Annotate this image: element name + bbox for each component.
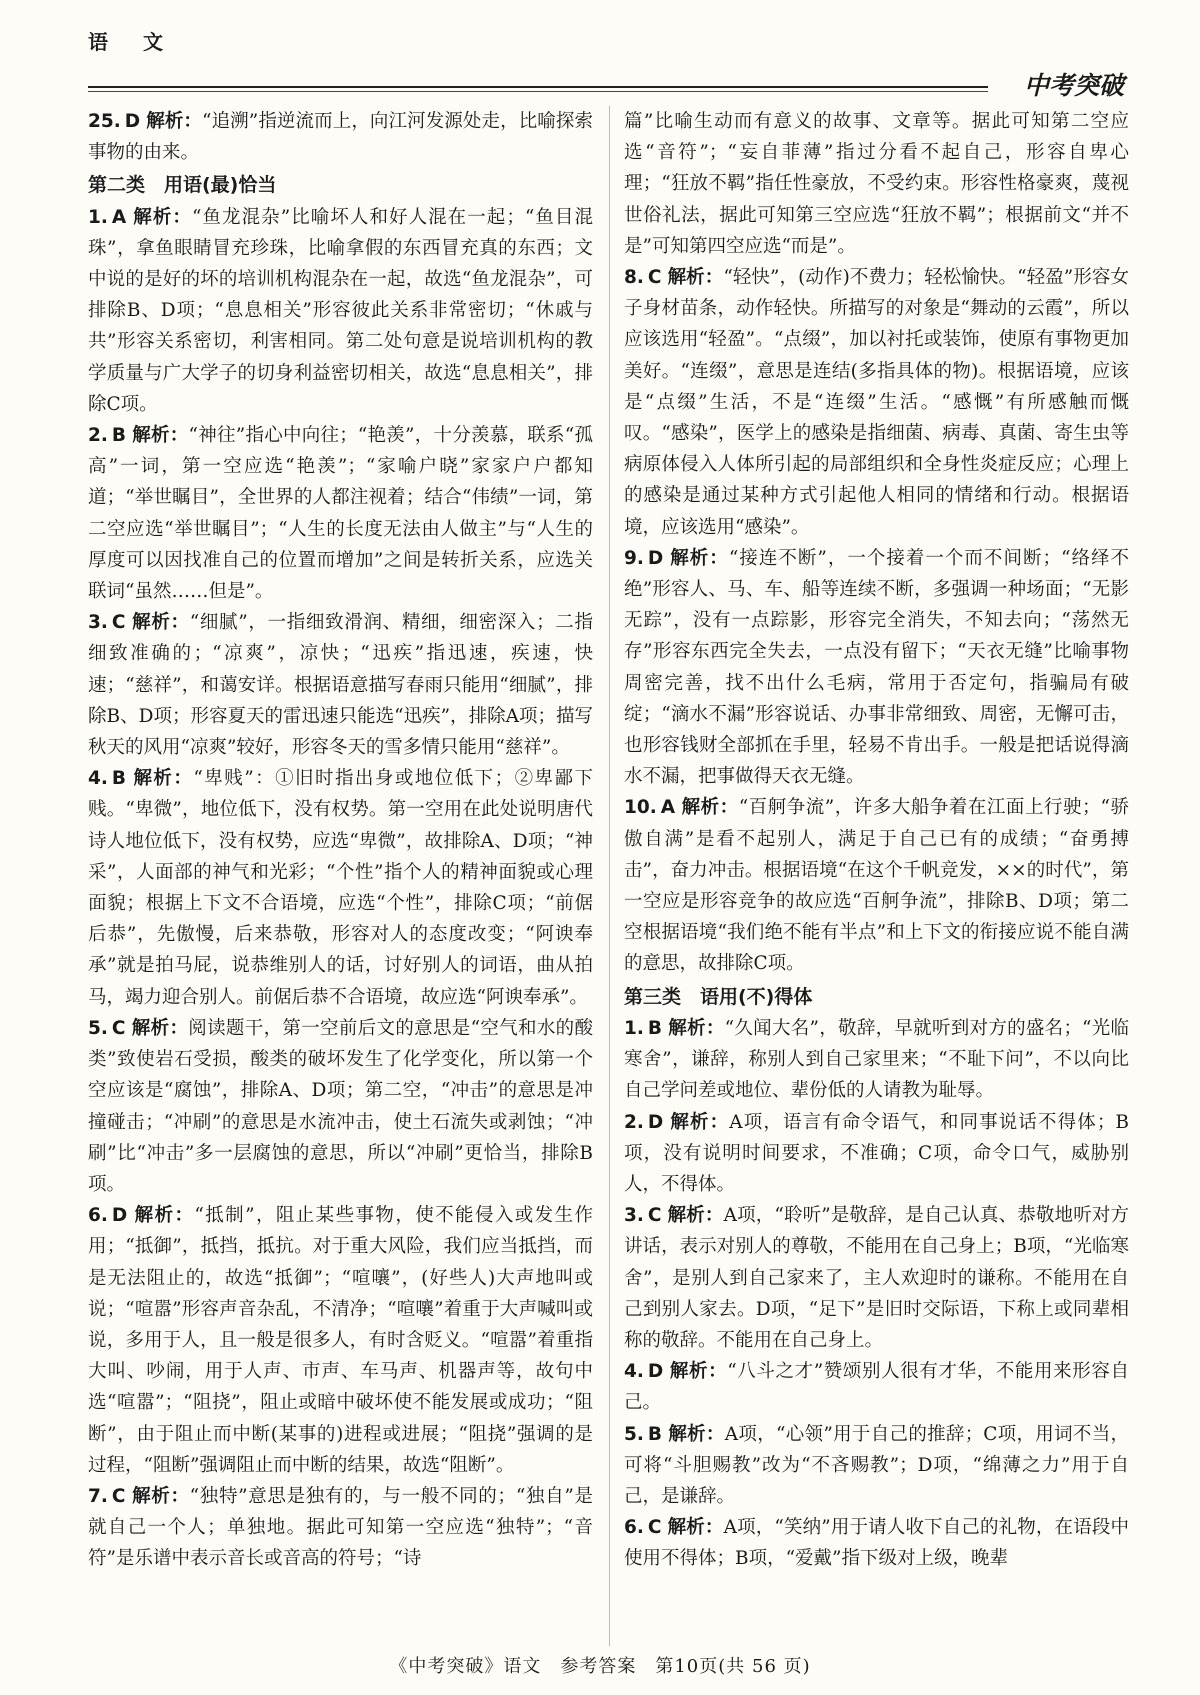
answer-choice: D <box>111 1205 128 1227</box>
page-header <box>88 20 1124 100</box>
subject-label: 语 文 <box>88 30 177 54</box>
analysis-text: A项，语言有命令语气，和同事说话不得体；B项，没有说明时间要求，不准确；C项，命令口气，威胁别人，不得体。 <box>624 1111 1129 1195</box>
question-number: 9. <box>624 547 644 569</box>
analysis-label: 解析： <box>667 1205 724 1227</box>
answer-choice: B <box>647 1017 663 1039</box>
answer-item <box>624 1013 1129 1107</box>
answer-item <box>88 1013 593 1200</box>
answer-item <box>88 106 593 168</box>
analysis-text: “卑贱”：①旧时指出身或地位低下；②卑鄙下贱。“卑微”，地位低下，没有权势。第一空用在此处说明唐代诗人地位低下，没有权势，应选“卑微”，故排除A、D项；“神采”，人面部的神气和光彩；“个性”指个人的精神面貌或心理面貌；根据上下文不合语境，应选“个性”，排除C项；“前倨后恭”，先傲慢，后来恭敬，形容对人的态度改变；“阿谀奉承”就是拍马屁，说恭维别人的话，讨好别人的词语，曲从拍马，竭力迎合别人。前倨后恭不合语境，故应选“阿谀奉承”。 <box>88 768 593 1008</box>
analysis-text: “抵制”，阻止某些事物，使不能侵入或发生作用；“抵御”，抵挡，抵抗。对于重大风险，我们应当抵挡，而是无法阻止的，故选“抵御”；“喧嚷”，(好些人)大声地叫或说；“喧嚣”形容声音杂乱，不清净；“喧嚷”着重于大声喊叫或说，多用于人，且一般是很多人，有时含贬义。“喧嚣”着重指大叫、吵闹，用于人声、市声、车马声、机器声等，故句中选“喧嚣”；“阻挠”，阻止或暗中破坏使不能发展或成功；“阻断”，由于阻止而中断(某事的)进程或进展；“阻挠”强调的是过程，“阻断”强调阻止而中断的结果，故选“阻断”。 <box>88 1205 593 1476</box>
analysis-label: 解析： <box>667 267 724 289</box>
analysis-label: 解析： <box>669 1361 728 1383</box>
answer-item <box>624 1200 1129 1356</box>
question-number: 4. <box>88 768 108 790</box>
answer-choice: D <box>647 1111 664 1133</box>
answer-item <box>624 1107 1129 1201</box>
answer-choice: C <box>647 1517 662 1539</box>
analysis-text: “轻快”，(动作)不费力；轻松愉快。“轻盈”形容女子身材苗条，动作轻快。所描写的对象是“舞动的云霞”，所以应该选用“轻盈”。“点缀”，加以衬托或装饰，使原有事物更加美好。“连缀”，意思是连结(多指具体的物)。根据语境，应该是“点缀”生活，不是“连缀”生活。“感慨”有所感触而慨叹。“感染”，医学上的感染是指细菌、病毒、真菌、寄生虫等病原体侵入人体所引起的局部组织和全身性炎症反应；心理上的感染是通过某种方式引起他人相同的情绪和行动。根据语境，应该选用“感染”。 <box>624 267 1129 538</box>
section-heading: 第二类 用语(最)恰当 <box>88 174 277 197</box>
question-number: 6. <box>88 1205 108 1227</box>
answer-choice: D <box>647 547 664 569</box>
answer-item <box>624 792 1129 979</box>
question-number: 10. <box>624 797 657 819</box>
left-column <box>88 106 593 1575</box>
analysis-label: 解析： <box>132 206 192 228</box>
answer-choice: D <box>647 1361 664 1383</box>
question-number: 4. <box>624 1361 644 1383</box>
question-number: 25. <box>88 111 121 132</box>
analysis-label: 解析： <box>668 1423 725 1445</box>
analysis-text: 阅读题干，第一空前后文的意思是“空气和水的酸类”致使岩石受损，酸类的破坏发生了化学变化，所以第一个空应该是“腐蚀”，排除A、D项；第二空，“冲击”的意思是冲撞碰击；“冲刷”的意思是水流冲击，使土石流失或剥蚀；“冲刷”比“冲击”多一层腐蚀的意思，所以“冲刷”更恰当，排除B项。 <box>88 1017 593 1195</box>
answer-choice: C <box>111 1017 126 1039</box>
analysis-text: “独特”意思是独有的，与一般不同的；“独自”是就自己一个人；单独地。据此可知第一空应选“独特”；“音符”是乐谱中表示音长或音高的符号；“诗 <box>88 1485 593 1570</box>
analysis-label: 解析： <box>132 425 189 447</box>
answer-continuation: 篇”比喻生动而有意义的故事、文章等。据此可知第二空应选“音符”；“妄自菲薄”指过分看不起自己，形容自卑心理；“狂放不羁”指任性豪放，不受约束。形容性格豪爽，蔑视世俗礼法，据此可知第三空应选“狂放不羁”；根据前文“并不是”可知第四空应选“而是”。 <box>624 111 1129 257</box>
analysis-text: A项，“聆听”是敬辞，是自己认真、恭敬地听对方讲话，表示对别人的尊敬，不能用在自己身上；B项，“光临寒舍”，是别人到自己家来了，主人欢迎时的谦称。不能用在自己到别人家去。D项，“足下”是旧时交际语，下称上或同辈相称的敬辞。不能用在自己身上。 <box>624 1205 1129 1351</box>
analysis-text: “接连不断”，一个接着一个而不间断；“络绎不绝”形容人、马、车、船等连续不断，多强调一种场面；“无影无踪”，没有一点踪影，形容完全消失，不知去向；“荡然无存”形容东西完全失去，一点没有留下；“天衣无缝”比喻事物周密完善，找不出什么毛病，常用于否定句，指骗局有破绽；“滴水不漏”形容说话、办事非常细致、周密，无懈可击，也形容钱财全部抓在手里，轻易不肯出手。一般是把话说得滴水不漏，把事做得天衣无缝。 <box>624 547 1129 788</box>
section-heading: 第三类 语用(不)得体 <box>624 985 813 1008</box>
analysis-text: “追溯”指逆流而上，向江河发源处走，比喻探索事物的由来。 <box>88 111 593 164</box>
question-number: 6. <box>624 1517 644 1539</box>
answer-item <box>88 1200 593 1481</box>
answer-choice: B <box>647 1423 663 1445</box>
question-number: 5. <box>624 1423 644 1445</box>
question-number: 3. <box>624 1205 644 1227</box>
question-number: 1. <box>624 1017 644 1039</box>
answer-item <box>88 607 593 763</box>
right-column <box>624 106 1129 1575</box>
analysis-text: “神往”指心中向往；“艳羡”，十分羡慕，联系“孤高”一词，第一空应选“艳羡”；“家喻户晓”家家户户都知道；“举世瞩目”，全世界的人都注视着；结合“伟绩”一词，第二空应选“举世瞩目”；“人生的长度无法由人做主”与“人生的厚度可以因找准自己的位置而增加”之间是转折关系，应选关联词“虽然……但是”。 <box>88 425 593 603</box>
answer-item <box>624 262 1129 543</box>
answer-item <box>88 763 593 1013</box>
answer-item <box>624 1419 1129 1513</box>
answer-choice: A <box>660 797 676 819</box>
analysis-label: 解析： <box>132 768 194 790</box>
answer-choice: B <box>111 768 127 790</box>
analysis-text: “八斗之才”赞颂别人很有才华，不能用来形容自己。 <box>624 1361 1129 1414</box>
answer-item <box>88 420 593 607</box>
analysis-text: “久闻大名”，敬辞，早就听到对方的盛名；“光临寒舍”，谦辞，称别人到自己家里来；“不耻下问”，不以向比自己学问差或地位、辈份低的人请教为耻辱。 <box>624 1017 1129 1102</box>
answer-item <box>624 1356 1129 1418</box>
question-number: 1. <box>88 206 108 228</box>
question-number: 5. <box>88 1017 108 1039</box>
brand-title: 中考突破 <box>1023 71 1124 100</box>
analysis-label: 解析： <box>667 1517 724 1539</box>
question-number: 2. <box>624 1111 644 1133</box>
answer-choice: B <box>111 425 127 447</box>
analysis-label: 解析： <box>131 612 190 634</box>
answer-item <box>624 1512 1129 1574</box>
answer-choice: C <box>111 1485 126 1507</box>
analysis-label: 解析： <box>131 1017 189 1039</box>
answer-choice: D <box>124 111 141 132</box>
analysis-text: A项，“心领”用于自己的推辞；C项，用词不当，可将“斗胆赐教”改为“不吝赐教”；D项，“绵薄之力”用于自己，是谦辞。 <box>624 1423 1129 1507</box>
answer-item <box>88 1481 593 1575</box>
column-divider <box>609 106 610 1646</box>
answer-choice: C <box>111 612 126 634</box>
analysis-text: A项，“笑纳”用于请人收下自己的礼物，在语段中使用不得体；B项，“爱戴”指下级对上级，晚辈 <box>624 1517 1129 1570</box>
analysis-label: 解析： <box>669 547 729 569</box>
answer-item <box>624 543 1129 793</box>
answer-choice: A <box>111 206 127 228</box>
analysis-label: 解析： <box>668 1017 725 1039</box>
answer-choice: C <box>647 267 662 289</box>
question-number: 8. <box>624 267 644 289</box>
answer-choice: C <box>647 1205 662 1227</box>
analysis-text: “百舸争流”，许多大船争着在江面上行驶；“骄傲自满”是看不起别人，满足于自己已有的成绩；“奋勇搏击”，奋力冲击。根据语境“在这个千帆竞发，××的时代”，第一空应是形容竞争的故应选“百舸争流”，排除B、D项；第二空根据语境“我们绝不能有半点”和上下文的衔接应说不能自满的意思，故排除C项。 <box>624 797 1129 975</box>
analysis-text: “细腻”，一指细致滑润、精细，细密深入；二指细致准确的；“凉爽”，凉快；“迅疾”指迅速，疾速，快速；“慈祥”，和蔼安详。根据语意描写春雨只能用“细腻”，排除B、D项；形容夏天的雷迅速只能选“迅疾”，排除A项；描写秋天的风用“凉爽”较好，形容冬天的雪多情只能用“慈祥”。 <box>88 612 593 759</box>
page-footer: 《中考突破》语文 参考答案 第10页(共 56 页) <box>389 1656 811 1677</box>
question-number: 3. <box>88 612 108 634</box>
analysis-label: 解析： <box>669 1111 730 1133</box>
question-number: 2. <box>88 425 108 447</box>
analysis-label: 解析： <box>133 1205 195 1227</box>
answer-item <box>88 202 593 420</box>
analysis-label: 解析： <box>131 1485 190 1507</box>
question-number: 7. <box>88 1485 108 1507</box>
analysis-label: 解析： <box>146 111 203 132</box>
analysis-label: 解析： <box>681 797 739 819</box>
header-rule <box>88 86 988 88</box>
analysis-text: “鱼龙混杂”比喻坏人和好人混在一起；“鱼目混珠”，拿鱼眼睛冒充珍珠，比喻拿假的东西冒充真的东西；文中说的是好的坏的培训机构混杂在一起，故选“鱼龙混杂”，可排除B、D项；“息息相关”形容彼此关系非常密切；“休戚与共”形容关系密切，利害相同。第二处句意是说培训机构的教学质量与广大学子的切身利益密切相关，故选“息息相关”，排除C项。 <box>88 206 593 415</box>
header-rule-thin <box>88 91 988 92</box>
